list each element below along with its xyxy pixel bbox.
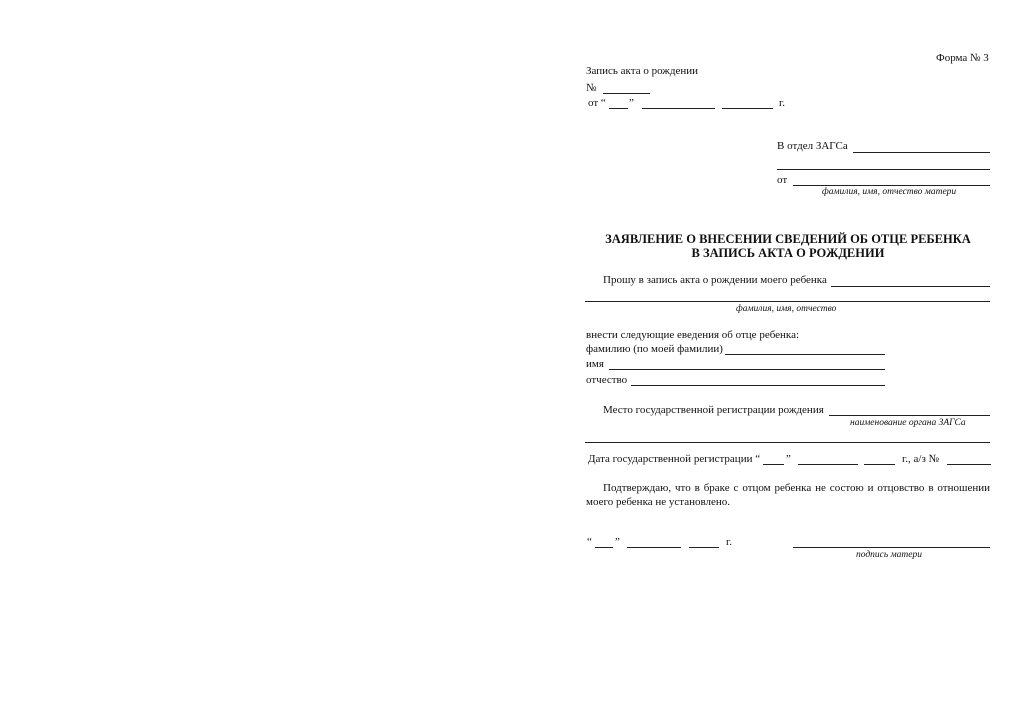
signature-hint: подпись матери: [856, 550, 922, 560]
addressee-to-label: В отдел ЗАГСа: [777, 140, 848, 152]
addressee-from-hint: фамилия, имя, отчество матери: [822, 187, 957, 197]
father-patronymic-label: отчество: [586, 374, 628, 386]
signature-date-quote-close: ”: [615, 536, 620, 548]
record-label: Запись акта о рождении: [586, 65, 699, 77]
confirmation-text: Подтверждаю, что в браке с отцом ребенка не состою и отцовство в отношении моего ребенка не установлено.: [586, 482, 990, 508]
registration-month-line: [798, 464, 858, 465]
request-text: Прошу в запись акта о рождении моего ребенка: [603, 274, 827, 286]
father-intro: внести следующие еведения об отце ребенка:: [586, 329, 800, 341]
addressee-office-line-2: [777, 169, 990, 170]
registration-date-quote-close: ”: [786, 453, 791, 465]
signature-day-line: [595, 547, 613, 548]
registration-record-number-line: [947, 464, 991, 465]
addressee-office-line: [853, 152, 990, 153]
signature-line: [793, 547, 990, 548]
signature-year-line: [689, 547, 719, 548]
signature-year-suffix: г.: [726, 536, 733, 548]
father-surname-line: [725, 354, 885, 355]
addressee-from-line: [793, 185, 990, 186]
signature-month-line: [627, 547, 681, 548]
document-title-line1: ЗАЯВЛЕНИЕ О ВНЕСЕНИИ СВЕДЕНИЙ ОБ ОТЦЕ РЕБЕНКА: [605, 232, 971, 246]
registration-year-line: [864, 464, 895, 465]
signature-date-quote-open: “: [587, 536, 592, 548]
record-day-line: [609, 108, 628, 109]
record-year-suffix: г.: [779, 97, 786, 109]
father-patronymic-line: [631, 385, 885, 386]
record-year-line: [722, 108, 773, 109]
registration-date-label: Дата государственной регистрации “: [588, 453, 761, 465]
record-date-prefix: от “: [588, 97, 606, 109]
registration-place-label: Место государственной регистрации рождения: [603, 404, 824, 416]
registration-place-line-2: [585, 442, 990, 443]
registration-place-line: [829, 415, 990, 416]
addressee-from-label: от: [777, 174, 788, 186]
father-name-line: [609, 369, 885, 370]
document-title-line2: В ЗАПИСЬ АКТА О РОЖДЕНИИ: [691, 246, 885, 260]
father-name-label: имя: [586, 358, 604, 370]
registration-day-line: [763, 464, 784, 465]
request-child-line: [831, 286, 990, 287]
request-child-line-2: [585, 301, 990, 302]
record-number-label: №: [586, 82, 597, 94]
form-number: Форма № 3: [936, 52, 989, 64]
request-hint: фамилия, имя, отчество: [736, 304, 837, 314]
record-number-line: [603, 93, 650, 94]
record-date-quote-close: ”: [629, 97, 634, 109]
record-month-line: [642, 108, 715, 109]
registration-year-record-label: г., а/з №: [902, 453, 940, 465]
father-surname-label: фамилию (по моей фамилии): [586, 343, 723, 355]
registration-place-hint: наименование органа ЗАГСа: [850, 418, 966, 428]
